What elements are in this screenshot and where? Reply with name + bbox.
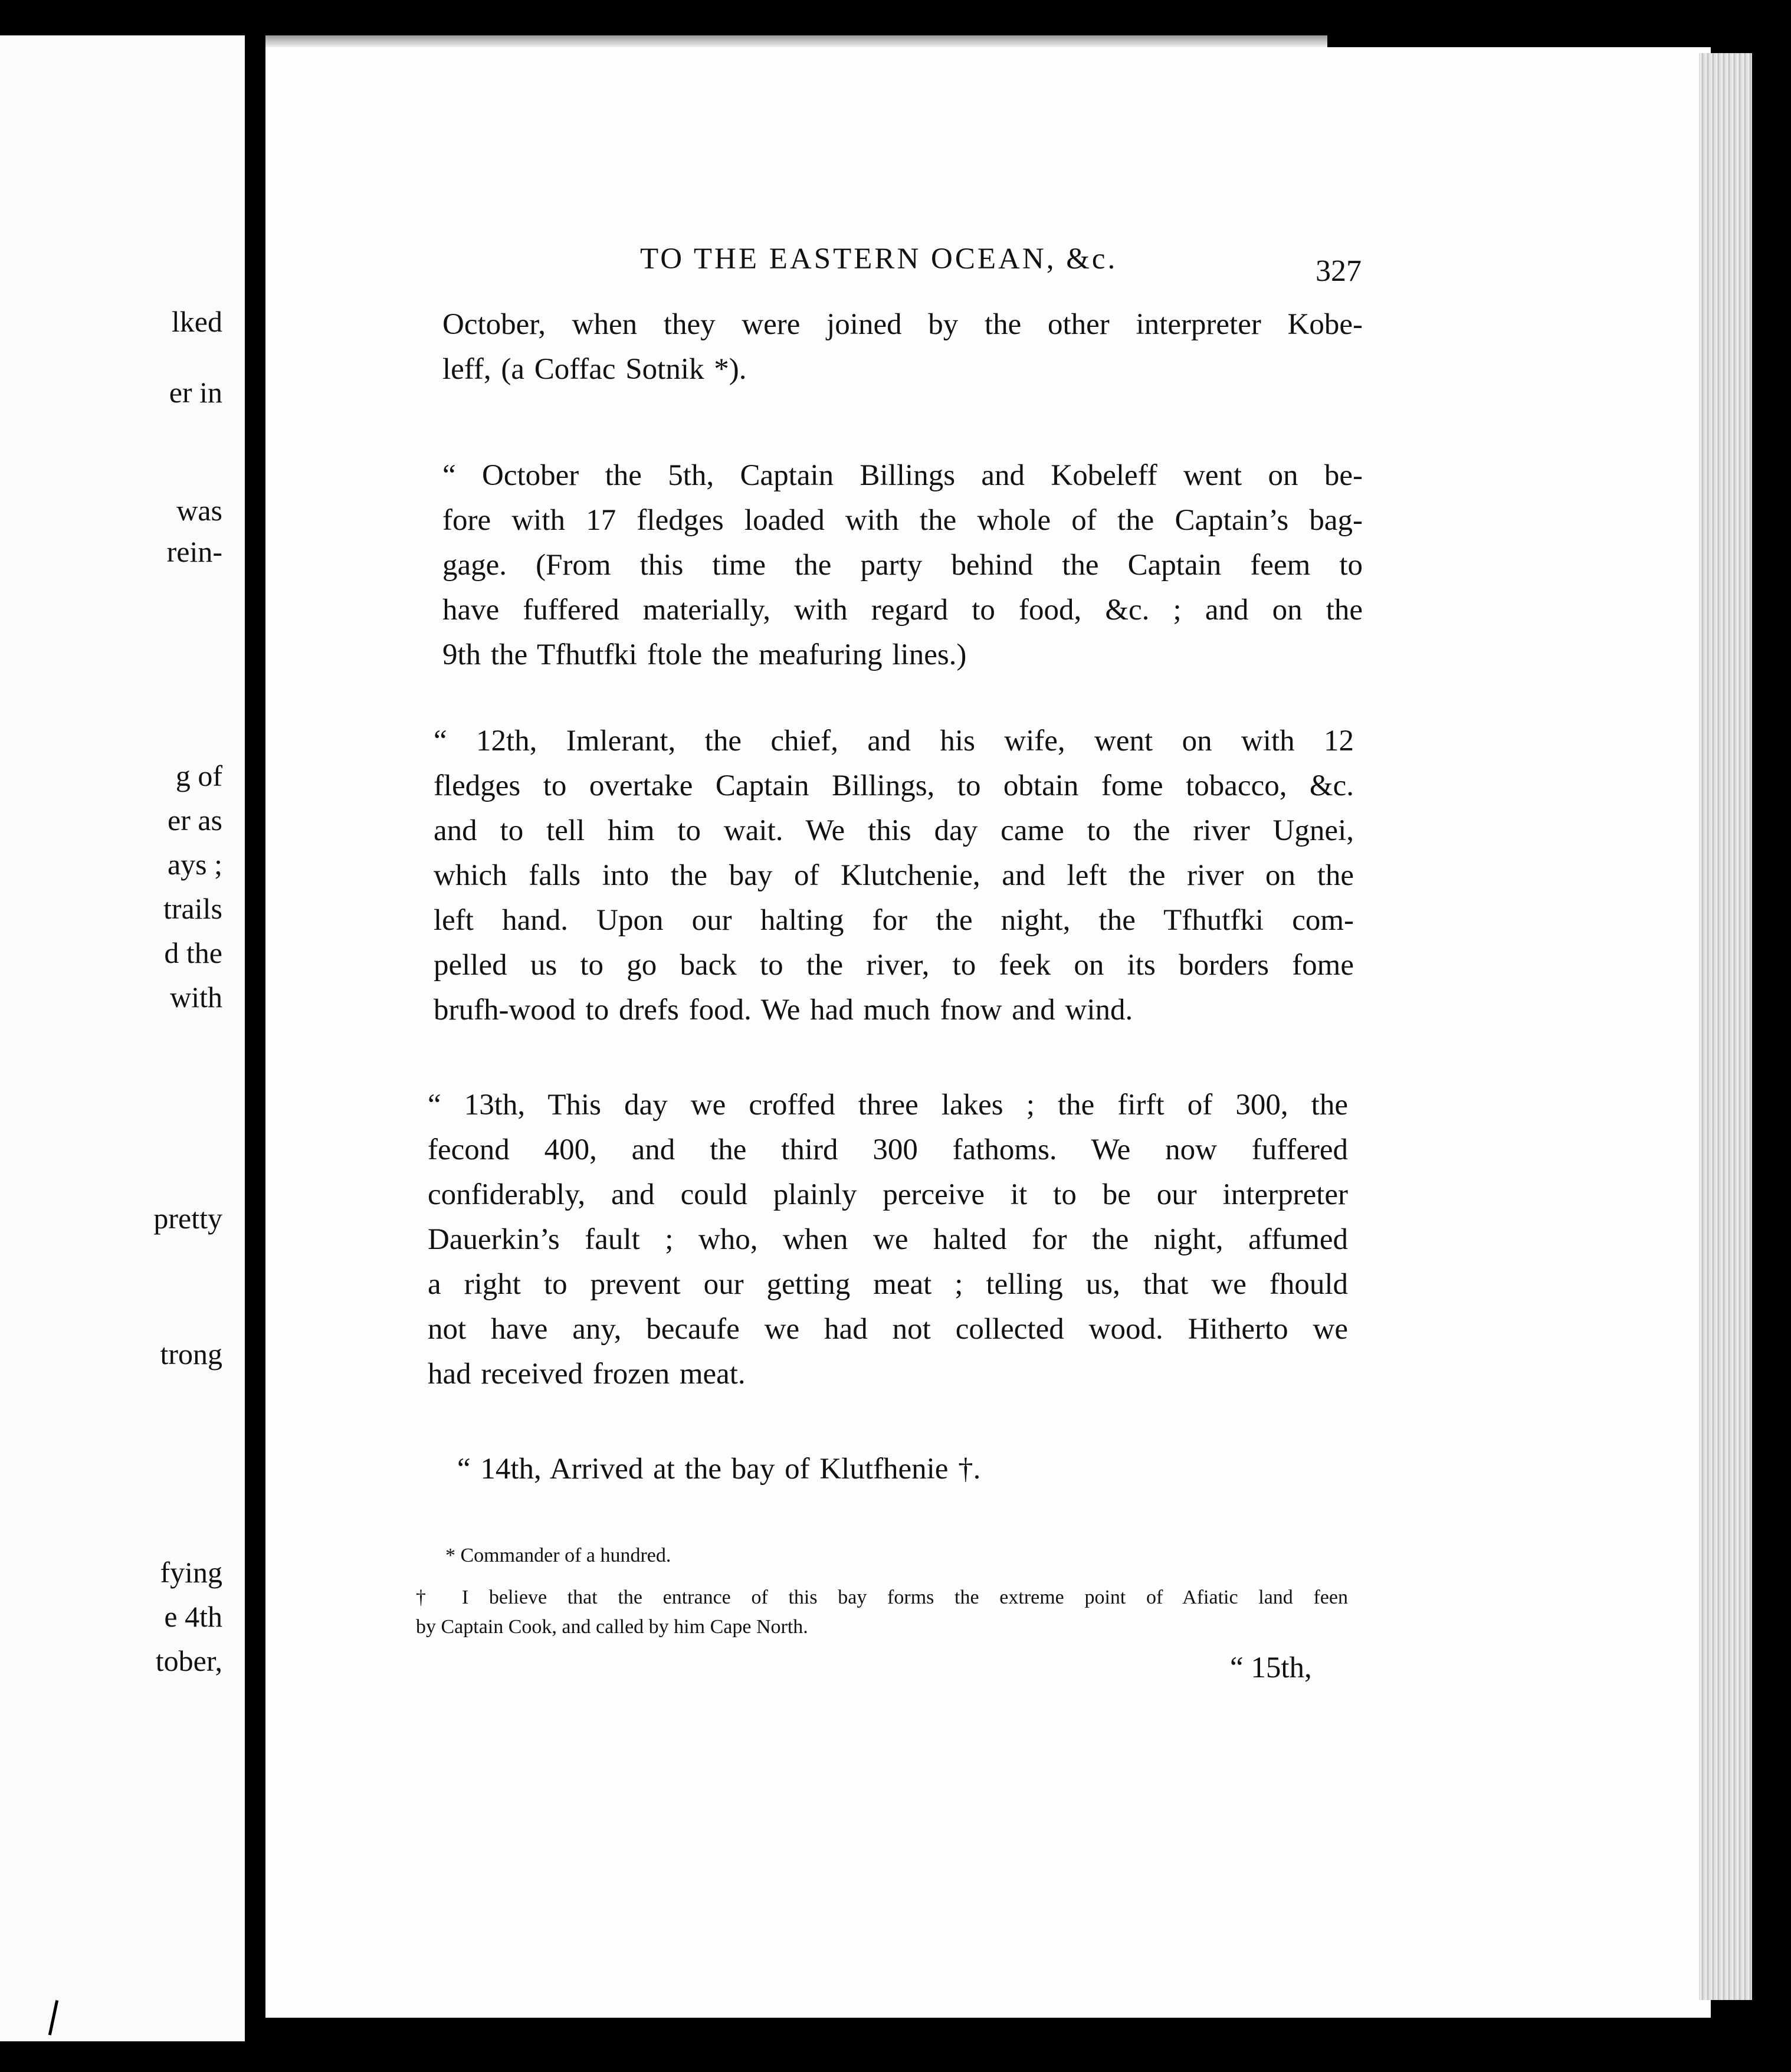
footnote (445, 1541, 976, 1571)
left-page-fragment: with (170, 981, 222, 1014)
catchword: “ 15th, (1230, 1651, 1312, 1684)
left-page-fragment: d the (164, 936, 222, 969)
body-paragraph (442, 453, 1363, 677)
left-page-fragment: pretty (153, 1202, 222, 1235)
left-page-fragment: rein- (166, 535, 222, 568)
paragraph-line: fore with 17 fledges loaded with the whole of the Captain’s bag- (442, 504, 1363, 537)
left-page (0, 35, 245, 2041)
paragraph-line: “ 13th, This day we croffed three lakes ; the firft of 300, the (428, 1089, 1348, 1122)
paragraph-line: brufh-wood to drefs food. We had much fnow and wind. (434, 994, 1133, 1027)
left-page-fragment: tober, (155, 1644, 222, 1677)
top-page-shadow (265, 35, 1327, 47)
left-page-fragment: trails (163, 892, 222, 925)
body-paragraph (442, 302, 1363, 392)
paragraph-line: pelled us to go back to the river, to feek on its borders fome (434, 949, 1354, 982)
paragraph-line: leff, (a Coffac Sotnik *). (442, 353, 747, 386)
paragraph-line: a right to prevent our getting meat ; telling us, that we fhould (428, 1268, 1348, 1301)
footnote (416, 1583, 1348, 1642)
footnote-line: * Commander of a hundred. (445, 1545, 671, 1566)
paragraph-line: Dauerkin’s fault ; who, when we halted for the night, affumed (428, 1223, 1348, 1256)
footnote-line: by Captain Cook, and called by him Cape North. (416, 1616, 808, 1638)
paragraph-line: “ 14th, Arrived at the bay of Klutfhenie †. (457, 1453, 981, 1486)
paragraph-line: which falls into the bay of Klutchenie, and left the river on the (434, 859, 1354, 892)
speck-mark (494, 18, 499, 31)
paragraph-line: and to tell him to wait. We this day came to the river Ugnei, (434, 814, 1354, 847)
body-paragraph (428, 1083, 1348, 1396)
body-paragraph (434, 719, 1354, 1032)
paragraph-line: have fuffered materially, with regard to food, &c. ; and on the (442, 594, 1363, 627)
left-page-fragment: er in (169, 376, 222, 409)
running-title: TO THE EASTERN OCEAN, &c. (640, 242, 1118, 276)
paragraph-line: not have any, becaufe we had not collected wood. Hitherto we (428, 1313, 1348, 1346)
left-page-fragment: g of (175, 759, 222, 792)
page-number: 327 (1316, 254, 1362, 288)
left-page-fragment: was (176, 494, 222, 527)
paragraph-line: 9th the Tfhutfki ftole the meafuring lines.) (442, 638, 967, 671)
paragraph-line: gage. (From this time the party behind the Captain feem to (442, 549, 1363, 582)
paragraph-line: confiderably, and could plainly perceive it to be our interpreter (428, 1178, 1348, 1211)
left-page-fragment: ays ; (167, 848, 222, 881)
page-edge-stack (1699, 53, 1752, 2000)
left-page-fragment: lked (171, 305, 222, 338)
paragraph-line: October, when they were joined by the other interpreter Kobe- (442, 308, 1363, 341)
paragraph-line: “ 12th, Imlerant, the chief, and his wife, went on with 12 (434, 724, 1354, 758)
paragraph-line: fledges to overtake Captain Billings, to obtain fome tobacco, &c. (434, 769, 1354, 802)
gutter-shadow (245, 0, 265, 2072)
footnote-line: † I believe that the entrance of this bay forms the extreme point of Afiatic land feen (416, 1586, 1348, 1608)
paragraph-line: left hand. Upon our halting for the night, the Tfhutfki com- (434, 904, 1354, 937)
left-page-fragment: fying (160, 1556, 222, 1589)
paragraph-line: fecond 400, and the third 300 fathoms. We now fuffered (428, 1133, 1348, 1166)
body-paragraph (457, 1447, 1283, 1491)
left-page-fragment: e 4th (164, 1600, 222, 1633)
paragraph-line: “ October the 5th, Captain Billings and Kobeleff went on be- (442, 459, 1363, 492)
left-page-fragment: er as (168, 804, 222, 837)
left-page-fragment: trong (160, 1337, 222, 1371)
paragraph-line: had received frozen meat. (428, 1358, 746, 1391)
